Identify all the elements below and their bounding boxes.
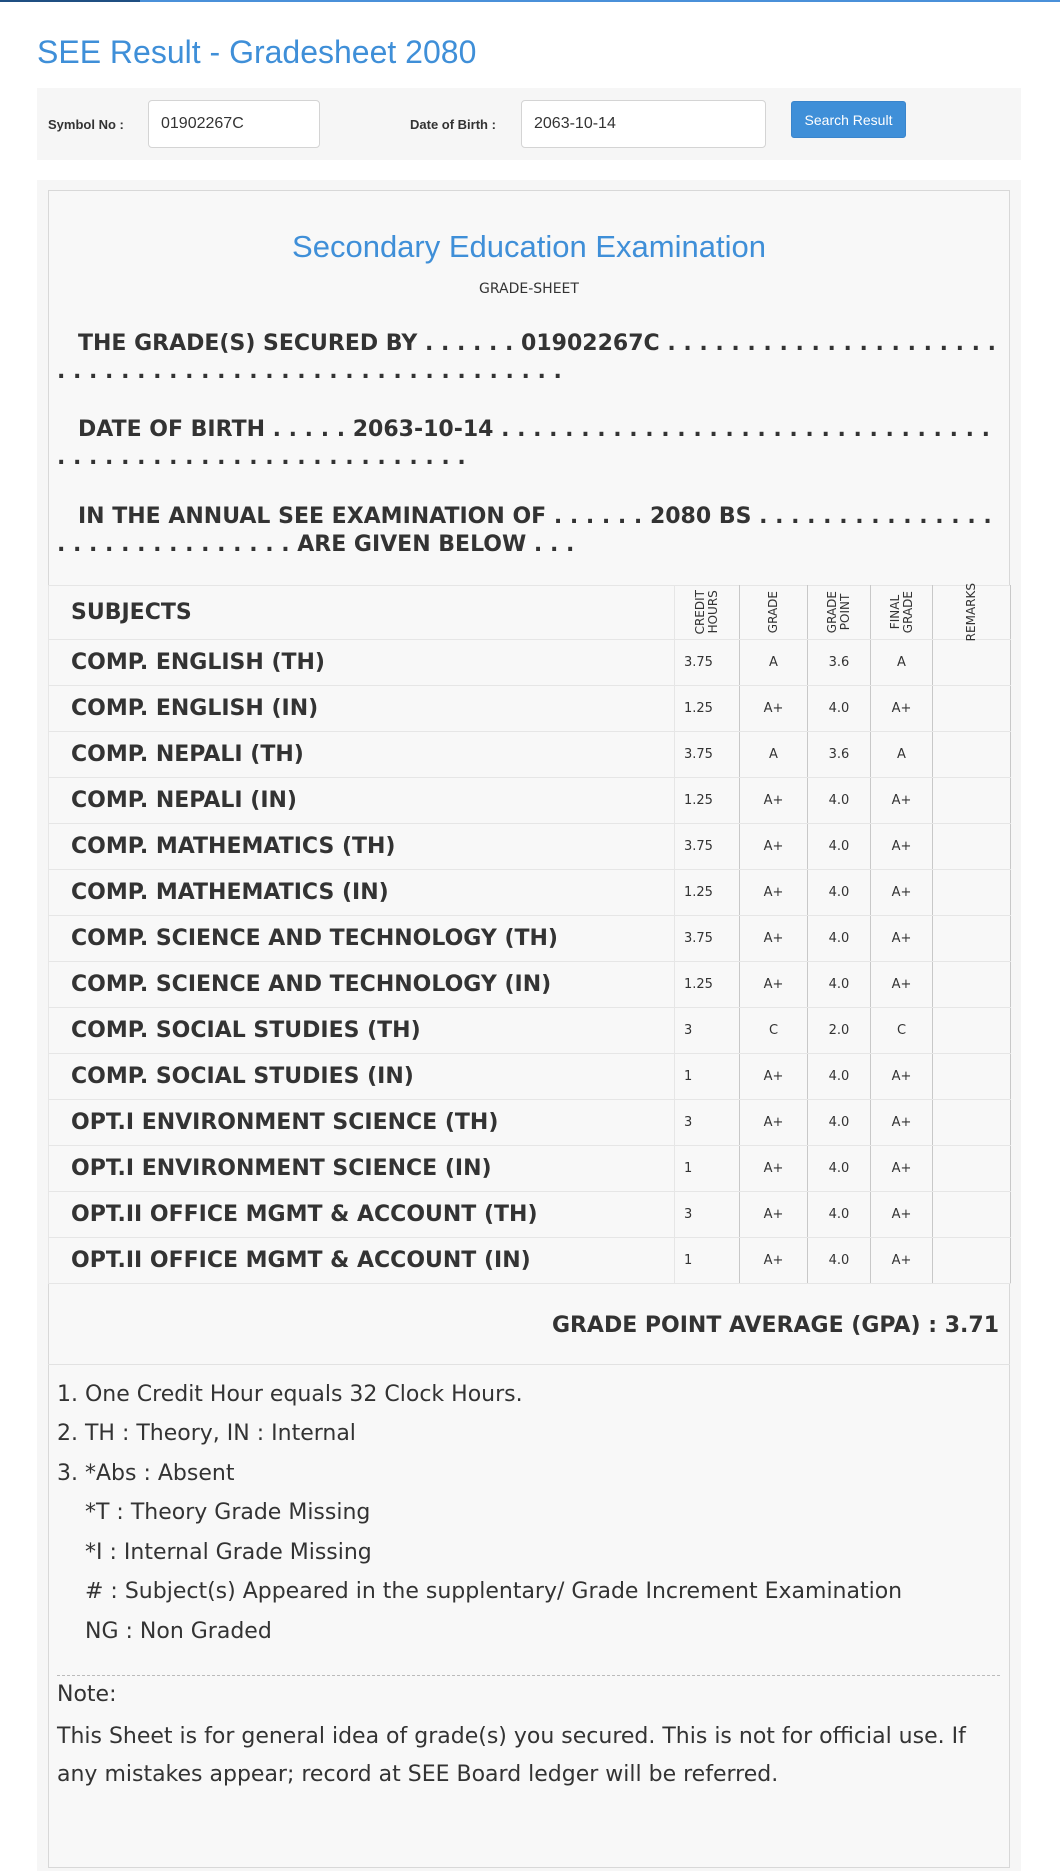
subject-cell: COMP. SCIENCE AND TECHNOLOGY (IN) xyxy=(49,962,675,1008)
grade-point-cell: 3.6 xyxy=(808,732,871,778)
grade-cell: A+ xyxy=(740,778,808,824)
credit-hours-cell: 3 xyxy=(675,1192,740,1238)
final-grade-cell: C xyxy=(871,1008,933,1054)
dob-line-text: DATE OF BIRTH . . . . . 2063-10-14 . . . . . . . . . . . . . . . . . . . . . . . . . . . . . . . . . . . . . . . . . . . . . . . . . . . . . . . . . xyxy=(57,417,990,470)
grade-point-cell: 4.0 xyxy=(808,1146,871,1192)
final-grade-header-text: FINAL GRADE xyxy=(887,591,915,634)
top-accent-bar-segment xyxy=(0,0,140,2)
symbol-label: Symbol No : xyxy=(48,117,124,132)
table-row xyxy=(49,916,1011,962)
final-grade-cell: A+ xyxy=(871,1192,933,1238)
grade-point-cell: 4.0 xyxy=(808,1054,871,1100)
grade-cell: A xyxy=(740,732,808,778)
secured-by-text: THE GRADE(S) SECURED BY . . . . . . 01902267C . . . . . . . . . . . . . . . . . . . . . . . . . . . . . . . . . . . . . . . . . . . . . . . . . . . . . xyxy=(57,331,997,384)
dob-label: Date of Birth : xyxy=(410,117,496,132)
top-accent-bar xyxy=(0,0,1060,2)
grade-header-text: GRADE xyxy=(766,591,780,634)
subject-cell: COMP. MATHEMATICS (TH) xyxy=(49,824,675,870)
table-row xyxy=(49,640,1011,686)
table-row xyxy=(49,1146,1011,1192)
remarks-cell xyxy=(933,1100,1011,1146)
grade-point-cell: 4.0 xyxy=(808,1192,871,1238)
legend-item-th-in: 2. TH : Theory, IN : Internal xyxy=(57,1421,356,1446)
table-row xyxy=(49,870,1011,916)
grade-point-cell: 4.0 xyxy=(808,824,871,870)
symbol-input[interactable] xyxy=(148,100,320,148)
grade-cell: A xyxy=(740,640,808,686)
table-row xyxy=(49,1008,1011,1054)
remarks-cell xyxy=(933,870,1011,916)
final-grade-cell: A+ xyxy=(871,870,933,916)
final-grade-cell: A+ xyxy=(871,916,933,962)
grade-point-cell: 3.6 xyxy=(808,640,871,686)
final-grade-cell: A+ xyxy=(871,962,933,1008)
subject-cell: COMP. SOCIAL STUDIES (TH) xyxy=(49,1008,675,1054)
subject-cell: COMP. ENGLISH (IN) xyxy=(49,686,675,732)
credit-hours-cell: 1 xyxy=(675,1238,740,1284)
grade-point-cell: 4.0 xyxy=(808,870,871,916)
remarks-header-text: REMARKS xyxy=(964,583,978,642)
table-row xyxy=(49,1100,1011,1146)
credit-hours-header-text: CREDIT HOURS xyxy=(693,590,720,635)
grade-point-cell: 4.0 xyxy=(808,916,871,962)
grade-cell: C xyxy=(740,1008,808,1054)
grade-point-cell: 4.0 xyxy=(808,686,871,732)
grade-cell: A+ xyxy=(740,1054,808,1100)
secured-by-line xyxy=(57,330,1002,386)
note-divider xyxy=(57,1675,1000,1676)
legend-item-credit-hour: 1. One Credit Hour equals 32 Clock Hours. xyxy=(57,1382,523,1407)
table-row xyxy=(49,778,1011,824)
subject-cell: OPT.II OFFICE MGMT & ACCOUNT (TH) xyxy=(49,1192,675,1238)
final-grade-header xyxy=(871,586,933,640)
subject-cell: COMP. MATHEMATICS (IN) xyxy=(49,870,675,916)
exam-line xyxy=(57,503,1002,559)
credit-hours-cell: 3 xyxy=(675,1008,740,1054)
grade-cell: A+ xyxy=(740,1238,808,1284)
final-grade-cell: A xyxy=(871,732,933,778)
legend-item-supplementary: # : Subject(s) Appeared in the supplentary/ Grade Increment Examination xyxy=(85,1579,903,1604)
credit-hours-cell: 1 xyxy=(675,1146,740,1192)
subject-cell: OPT.I ENVIRONMENT SCIENCE (TH) xyxy=(49,1100,675,1146)
credit-hours-cell: 1.25 xyxy=(675,962,740,1008)
remarks-cell xyxy=(933,962,1011,1008)
grade-cell: A+ xyxy=(740,916,808,962)
remarks-cell xyxy=(933,1054,1011,1100)
grade-cell: A+ xyxy=(740,824,808,870)
remarks-cell xyxy=(933,732,1011,778)
remarks-cell xyxy=(933,1146,1011,1192)
remarks-cell xyxy=(933,778,1011,824)
credit-hours-cell: 1.25 xyxy=(675,870,740,916)
credit-hours-cell: 3 xyxy=(675,1100,740,1146)
legend-item-internal-missing: *I : Internal Grade Missing xyxy=(85,1540,372,1565)
final-grade-cell: A+ xyxy=(871,1238,933,1284)
remarks-cell xyxy=(933,824,1011,870)
remarks-cell xyxy=(933,1008,1011,1054)
search-result-button[interactable]: Search Result xyxy=(791,101,906,138)
legend-item-absent: 3. *Abs : Absent xyxy=(57,1461,235,1486)
gpa-row xyxy=(48,1287,1010,1365)
grade-point-cell: 2.0 xyxy=(808,1008,871,1054)
gpa-value: GRADE POINT AVERAGE (GPA) : 3.71 xyxy=(551,1313,999,1338)
table-row xyxy=(49,1054,1011,1100)
table-row xyxy=(49,824,1011,870)
subject-cell: COMP. SOCIAL STUDIES (IN) xyxy=(49,1054,675,1100)
final-grade-cell: A+ xyxy=(871,778,933,824)
grade-point-cell: 4.0 xyxy=(808,778,871,824)
final-grade-cell: A+ xyxy=(871,1100,933,1146)
grade-cell: A+ xyxy=(740,686,808,732)
table-row xyxy=(49,1238,1011,1284)
exam-title: Secondary Education Examination xyxy=(292,229,766,264)
remarks-cell xyxy=(933,686,1011,732)
grade-header xyxy=(740,586,808,640)
table-row xyxy=(49,686,1011,732)
remarks-cell xyxy=(933,916,1011,962)
grades-table xyxy=(48,585,1011,1284)
dob-input[interactable] xyxy=(521,100,766,148)
grade-point-cell: 4.0 xyxy=(808,962,871,1008)
table-row xyxy=(49,962,1011,1008)
credit-hours-cell: 3.75 xyxy=(675,732,740,778)
grade-point-cell: 4.0 xyxy=(808,1238,871,1284)
table-row xyxy=(49,732,1011,778)
subject-cell: COMP. NEPALI (IN) xyxy=(49,778,675,824)
legend-item-theory-missing: *T : Theory Grade Missing xyxy=(85,1500,371,1525)
credit-hours-cell: 1.25 xyxy=(675,686,740,732)
exam-line-text: IN THE ANNUAL SEE EXAMINATION OF . . . . . . 2080 BS . . . . . . . . . . . . . . . . . . . . . . . . . . . . . . ARE GIVEN BELOW . . . xyxy=(57,504,992,557)
subject-cell: OPT.II OFFICE MGMT & ACCOUNT (IN) xyxy=(49,1238,675,1284)
legend-item-non-graded: NG : Non Graded xyxy=(85,1619,272,1644)
grade-cell: A+ xyxy=(740,1100,808,1146)
grade-point-header xyxy=(808,586,871,640)
subject-cell: COMP. NEPALI (TH) xyxy=(49,732,675,778)
subject-cell: COMP. ENGLISH (TH) xyxy=(49,640,675,686)
remarks-cell xyxy=(933,1238,1011,1284)
final-grade-cell: A+ xyxy=(871,1146,933,1192)
final-grade-cell: A+ xyxy=(871,1054,933,1100)
remarks-header xyxy=(933,583,1011,642)
subject-cell: OPT.I ENVIRONMENT SCIENCE (IN) xyxy=(49,1146,675,1192)
subjects-header: SUBJECTS xyxy=(49,586,675,640)
credit-hours-cell: 3.75 xyxy=(675,640,740,686)
grade-point-cell: 4.0 xyxy=(808,1100,871,1146)
credit-hours-cell: 3.75 xyxy=(675,824,740,870)
note-label: Note: xyxy=(57,1682,117,1707)
table-header-row xyxy=(49,586,1011,640)
remarks-cell xyxy=(933,1192,1011,1238)
credit-hours-cell: 1.25 xyxy=(675,778,740,824)
grade-cell: A+ xyxy=(740,962,808,1008)
grade-cell: A+ xyxy=(740,1146,808,1192)
grade-cell: A+ xyxy=(740,1192,808,1238)
note-text: This Sheet is for general idea of grade(s) you secured. This is not for official use. If any mistakes appear; record at SEE Board ledger will be referred. xyxy=(57,1724,966,1787)
final-grade-cell: A+ xyxy=(871,686,933,732)
gradesheet-subtitle: GRADE-SHEET xyxy=(479,281,579,297)
credit-hours-header xyxy=(675,586,740,640)
final-grade-cell: A xyxy=(871,640,933,686)
grade-point-header-text: GRADE POINT xyxy=(825,591,852,634)
page-title: SEE Result - Gradesheet 2080 xyxy=(37,34,477,70)
subject-cell: COMP. SCIENCE AND TECHNOLOGY (TH) xyxy=(49,916,675,962)
grade-cell: A+ xyxy=(740,870,808,916)
remarks-cell xyxy=(933,640,1011,686)
credit-hours-cell: 1 xyxy=(675,1054,740,1100)
final-grade-cell: A+ xyxy=(871,824,933,870)
dob-line xyxy=(57,416,1002,472)
credit-hours-cell: 3.75 xyxy=(675,916,740,962)
table-row xyxy=(49,1192,1011,1238)
